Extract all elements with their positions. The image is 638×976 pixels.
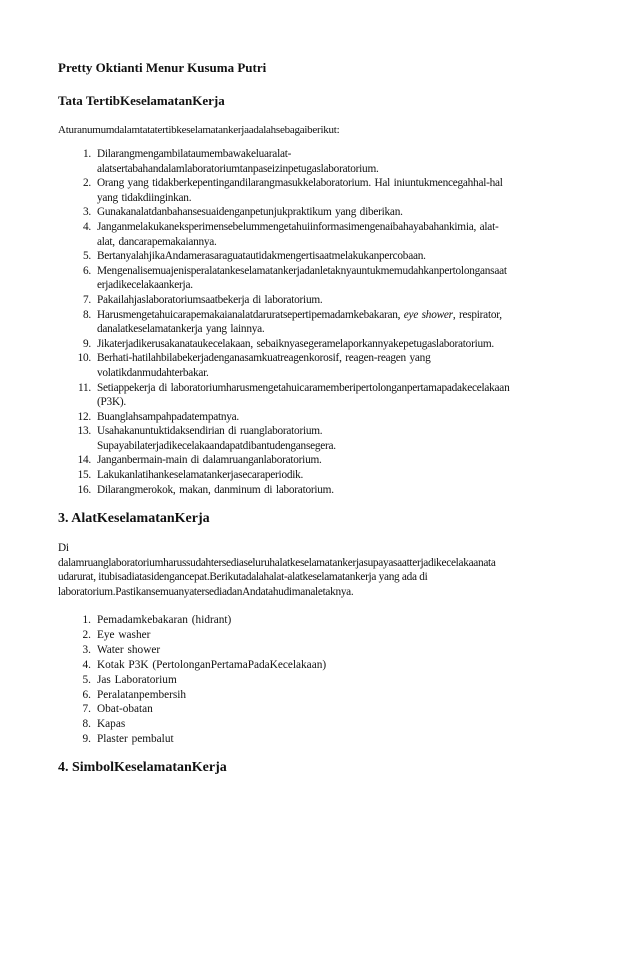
- list-item-number: 7.: [82, 703, 91, 716]
- list-item-number: 1.: [82, 614, 91, 626]
- list-item-text: Kotak P3K (PertolonganPertamaPadaKecelakaan): [97, 658, 327, 671]
- list-item-number: 9.: [82, 733, 91, 746]
- rule-item: [58, 424, 578, 453]
- list-item-text: Jikaterjadikerusakanataukecelakaan, sebaiknyasegeramelaporkannyakepetugaslaboratorium.: [97, 337, 494, 350]
- list-item-text-part: Harusmengetahuicarapemakaianalatdaruratsepertipemadamkebakaran,: [97, 308, 404, 321]
- rule-item: [58, 351, 578, 380]
- equipment-item: [58, 673, 578, 688]
- heading-alat-keselamatan: 3. AlatKeselamatanKerja: [58, 511, 210, 526]
- equipment-item: [58, 643, 578, 658]
- list-item-text: Plaster pembalut: [97, 733, 174, 746]
- rules-list: [58, 147, 578, 497]
- equipment-item: [58, 658, 578, 673]
- rule-item: [58, 147, 578, 176]
- list-item-number: 1.: [83, 148, 91, 160]
- equipment-item: [58, 613, 578, 628]
- list-item-text: Lakukanlatihankeselamatankerjasecaraperiodik.: [97, 469, 304, 482]
- list-item-text: Usahakanuntuktidaksendirian di ruanglaboratorium. Supayabilaterjadikecelakaandapatdibantudengansegera.: [97, 425, 336, 452]
- list-item-number: 16.: [77, 483, 91, 496]
- list-item-text: Pakailahjaslaboratoriumsaatbekerja di laboratorium.: [97, 293, 323, 306]
- list-item-text: Mengenalisemuajenisperalatankeselamatankerjadanletaknyauntukmemudahkanpertolongansaat erjadikecelakaankerja.: [97, 264, 507, 292]
- rule-item: [58, 453, 578, 468]
- list-item-text: [97, 309, 502, 336]
- list-item-text: Jas Laboratorium: [97, 673, 177, 686]
- list-item-number: 3.: [83, 206, 91, 219]
- list-item-number: 7.: [83, 293, 91, 306]
- list-item-text: Peralatanpembersih: [97, 688, 187, 701]
- rule-item: [58, 381, 578, 410]
- list-item-text: Janganmelakukaneksperimensebelummengetahuiinformasimengenaibahayabahankimia, alat- alat, dancarapemakaiannya.: [97, 220, 499, 248]
- list-item-number: 8.: [82, 718, 91, 731]
- list-item-number: 2.: [83, 177, 91, 190]
- rule-item: [58, 220, 578, 249]
- list-item-number: 13.: [77, 425, 91, 438]
- equipment-item: [58, 628, 578, 643]
- list-item-number: 4.: [82, 658, 91, 671]
- list-item-number: 2.: [82, 628, 91, 641]
- list-item-text: Eye washer: [97, 628, 151, 641]
- list-item-number: 5.: [83, 250, 91, 263]
- rule-item: [58, 337, 578, 352]
- rule-item: [58, 249, 578, 264]
- list-item-number: 6.: [82, 688, 91, 701]
- list-item-text: Buanglahsampahpadatempatnya.: [97, 410, 240, 423]
- list-item-number: 14.: [77, 454, 91, 467]
- list-item-text: BertanyalahjikaAndamerasaraguatautidakmengertisaatmelakukanpercobaan.: [97, 250, 426, 263]
- list-item-text: Kapas: [97, 718, 126, 731]
- list-item-number: 10.: [77, 352, 91, 365]
- list-item-text: Dilarangmengambilataumembawakeluaralat- alatsertabahandalamlaboratoriumtanpaseizinpetugaslaboratorium.: [97, 148, 379, 175]
- list-item-emphasis: eye shower: [403, 308, 453, 321]
- rule-item: [58, 176, 578, 205]
- equipment-item: [58, 702, 578, 717]
- heading-simbol-keselamatan: 4. SimbolKeselamatanKerja: [58, 760, 227, 775]
- list-item-text: Obat-obatan: [97, 703, 153, 716]
- list-item-text: Orang yang tidakberkepentingandilarangmasukkelaboratorium. Hal iniuntukmencegahhal-hal yang tidakdiinginkan.: [97, 177, 503, 204]
- rule-item: [58, 264, 578, 293]
- intro-text: Aturanumumdalamtatatertibkeselamatankerjaadalahsebagaiberikut:: [58, 124, 340, 136]
- list-item-text: Janganbermain-main di dalamruanganlaboratorium.: [97, 454, 322, 467]
- rule-item: [58, 293, 578, 308]
- list-item-number: 15.: [77, 469, 91, 482]
- list-item-text: Setiappekerja di laboratoriumharusmengetahuicaramemberipertolonganpertamapadakecelakaan (P3K).: [97, 381, 510, 409]
- section-title: Tata TertibKeselamatanKerja: [58, 93, 225, 108]
- list-item-number: 5.: [82, 673, 91, 686]
- list-item-number: 6.: [83, 264, 91, 277]
- list-item-number: 8.: [83, 308, 91, 321]
- rule-item: [58, 468, 578, 483]
- equipment-item: [58, 717, 578, 732]
- equipment-item: [58, 688, 578, 703]
- list-item-text: Dilarangmerokok, makan, danminum di laboratorium.: [97, 483, 334, 496]
- rule-item: [58, 483, 578, 498]
- list-item-text: Berhati-hatilahbilabekerjadenganasamkuatreagenkorosif, reagen-reagen yang volatikdanmudahterbakar.: [97, 352, 431, 379]
- paragraph-alat-keselamatan: Di dalamruanglaboratoriumharussudahtersediaseluruhalatkeselamatankerjasupayasaatterjadikecelakaanata udarurat, itubisadiatasidengancepat.Berikutadalahalat-alatkeselamatankerja yang ada di laboratorium.PastikansemuanyatersediadanAndatahudimanaletaknya.: [58, 542, 496, 598]
- rule-item: [58, 308, 578, 337]
- author-name: Pretty Oktianti Menur Kusuma Putri: [58, 60, 267, 75]
- list-item-number: 3.: [82, 643, 91, 656]
- equipment-list: [58, 613, 578, 747]
- rule-item: [58, 205, 578, 220]
- list-item-number: 4.: [83, 220, 91, 233]
- list-item-text: Water shower: [97, 643, 161, 656]
- list-item-number: 9.: [83, 337, 91, 350]
- equipment-item: [58, 732, 578, 747]
- rule-item: [58, 410, 578, 425]
- list-item-text-part: , respirator, danalatkeselamatankerja yang lainnya.: [97, 308, 502, 336]
- list-item-number: 11.: [78, 381, 91, 394]
- list-item-number: 12.: [77, 410, 91, 423]
- list-item-text: Pemadamkebakaran (hidrant): [97, 614, 232, 626]
- list-item-text: Gunakanalatdanbahansesuaidenganpetunjukpraktikum yang diberikan.: [97, 206, 403, 219]
